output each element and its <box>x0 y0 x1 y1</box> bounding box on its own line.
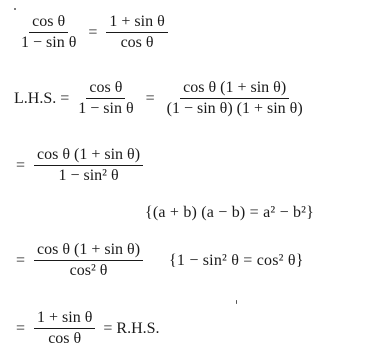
final-numerator: 1 + sin θ <box>34 308 95 329</box>
statement-lhs-denominator: 1 − sin θ <box>21 34 77 51</box>
final-equals: = <box>16 319 26 337</box>
step-2-line <box>14 240 304 281</box>
step-1-denominator: 1 − sin² θ <box>58 167 119 184</box>
step-1-fraction <box>34 145 143 186</box>
scan-speck <box>14 8 16 10</box>
step-1-numerator: cos θ (1 + sin θ) <box>34 145 143 166</box>
lhs-multiplied-numerator: cos θ (1 + sin θ) <box>180 78 289 99</box>
final-denominator: cos θ <box>48 330 82 347</box>
statement-rhs-denominator: cos θ <box>120 34 154 51</box>
final-line <box>14 308 162 349</box>
lhs-multiplied-fraction <box>164 78 306 119</box>
statement-equals: = <box>88 23 98 41</box>
statement-line <box>14 12 172 53</box>
step-2-denominator: cos² θ <box>69 262 108 279</box>
statement-rhs-numerator: 1 + sin θ <box>106 12 167 33</box>
statement-lhs-numerator: cos θ <box>29 12 68 33</box>
final-fraction <box>34 308 95 349</box>
identity-note-1: {(a + b) (a − b) = a² − b²} <box>145 204 315 221</box>
lhs-multiplied-denominator: (1 − sin θ) (1 + sin θ) <box>166 100 303 117</box>
statement-lhs-fraction <box>18 12 79 53</box>
scan-speck <box>236 300 237 304</box>
lhs-denominator: 1 − sin θ <box>78 100 134 117</box>
step-2-numerator: cos θ (1 + sin θ) <box>34 240 143 261</box>
step-2-equals: = <box>16 251 26 269</box>
lhs-fraction <box>75 78 136 119</box>
lhs-numerator: cos θ <box>86 78 125 99</box>
step-2-fraction <box>34 240 143 281</box>
identity-note-2: {1 − sin² θ = cos² θ} <box>169 251 304 269</box>
lhs-line <box>14 78 310 119</box>
final-result: = R.H.S. <box>103 319 160 337</box>
lhs-equals: = <box>145 89 155 107</box>
lhs-label: L.H.S. = <box>14 89 70 107</box>
statement-rhs-fraction <box>106 12 167 53</box>
step-1-line <box>14 145 147 186</box>
step-1-equals: = <box>16 156 26 174</box>
